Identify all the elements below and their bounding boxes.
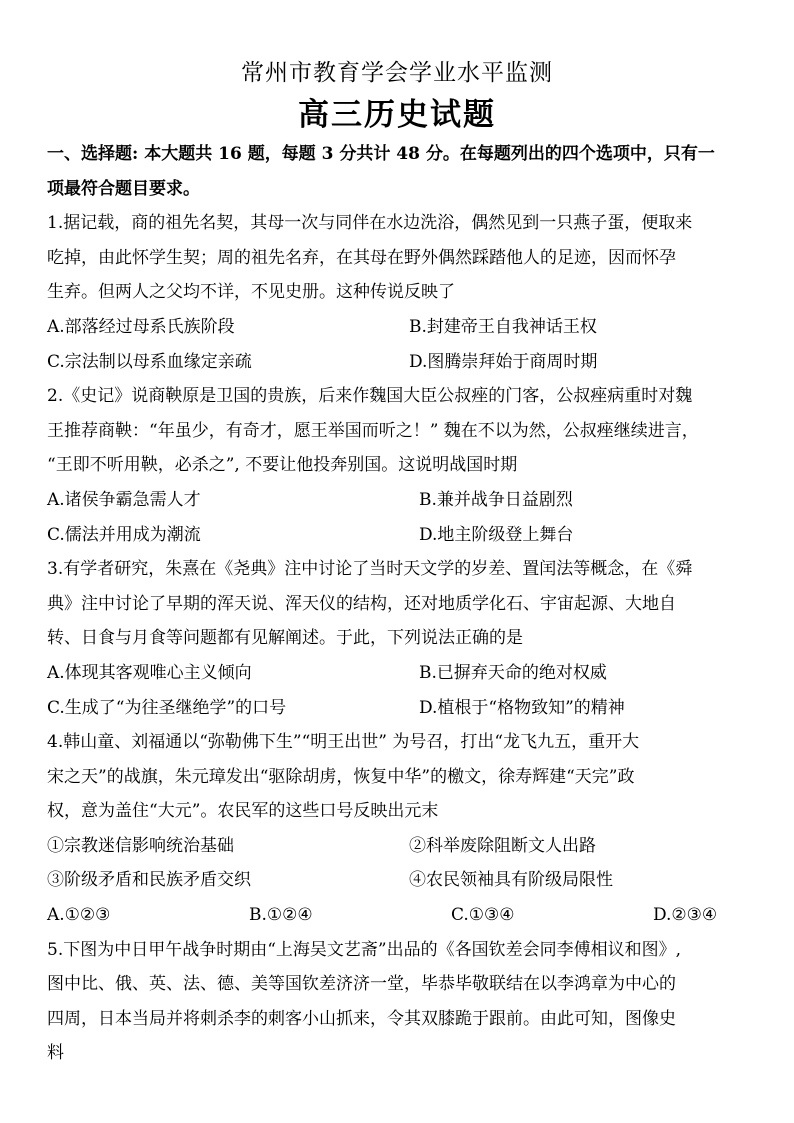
statement-1: ①宗教迷信影响统治基础 — [47, 835, 234, 856]
option-c: C.儒法并用成为潮流 — [47, 524, 201, 545]
question-4 — [47, 725, 767, 933]
statement-4: ④农民领袖具有阶级局限性 — [409, 870, 613, 891]
question-stem-line: 4.韩山童、刘福通以“弥勒佛下生”“明王出世” 为号召，打出“龙飞九五，重开大 — [47, 732, 640, 753]
statement-row — [47, 863, 767, 898]
option-a: A.诸侯争霸急需人才 — [47, 489, 201, 510]
question-2 — [47, 379, 767, 552]
option-a: A.部落经过母系氏族阶段 — [47, 316, 235, 337]
question-1 — [47, 206, 767, 379]
section-heading-line: 项最符合题目要求。 — [47, 178, 200, 199]
question-stem-line: 四周，日本当局并将刺杀李的刺客小山抓来，令其双膝跪于跟前。由此可知，图像史 — [47, 1008, 676, 1029]
option-b: B.已摒弃天命的绝对权威 — [419, 662, 607, 683]
exam-organizer: 常州市教育学会学业水平监测 — [241, 60, 553, 86]
exam-content — [47, 137, 767, 1071]
option-a: A.体现其客观唯心主义倾向 — [47, 662, 252, 683]
option-row — [47, 691, 767, 726]
option-c: C.生成了“为往圣继绝学”的口号 — [47, 697, 287, 718]
question-3 — [47, 552, 767, 725]
question-stem-line: “王即不听用鞅，必杀之”, 不要让他投奔别国。这说明战国时期 — [47, 455, 518, 476]
question-stem-line: 典》注中讨论了早期的浑天说、浑天仪的结构，还对地质学化石、宇宙起源、大地自 — [47, 593, 676, 614]
option-row — [47, 656, 767, 691]
option-row — [47, 310, 767, 345]
exam-title: 高三历史试题 — [298, 97, 496, 133]
question-5 — [47, 933, 767, 1071]
question-stem-line: 王推荐商鞅：“年虽少，有奇才，愿王举国而听之！” 魏在不以为然，公叔痤继续进言， — [47, 420, 699, 441]
question-stem-line: 吃掉，由此怀学生契；周的祖先名弃，在其母在野外偶然踩踏他人的足迹，因而怀孕 — [47, 247, 676, 268]
choice-b: B.①②④ — [249, 905, 313, 926]
statement-2: ②科举废除阻断文人出路 — [409, 835, 596, 856]
question-stem-line: 料 — [47, 1043, 64, 1064]
question-stem-line: 3.有学者研究，朱熹在《尧典》注中讨论了当时天文学的岁差、置闰法等概念，在《舜 — [47, 559, 693, 580]
choice-a: A.①②③ — [47, 905, 111, 926]
question-stem-line: 图中比、俄、英、法、德、美等国钦差济济一堂，毕恭毕敬联结在以李鸿章为中心的 — [47, 974, 676, 995]
option-b: B.封建帝王自我神话王权 — [409, 316, 597, 337]
section-heading — [47, 137, 767, 206]
option-b: B.兼并战争日益剧烈 — [419, 489, 573, 510]
option-d: D.图腾崇拜始于商周时期 — [409, 351, 598, 372]
question-stem-line: 转、日食与月食等问题都有见解阐述。于此，下列说法正确的是 — [47, 628, 523, 649]
statement-3: ③阶级矛盾和民族矛盾交织 — [47, 870, 251, 891]
choice-row — [47, 898, 767, 933]
statement-row — [47, 829, 767, 864]
option-row — [47, 345, 767, 380]
option-row — [47, 518, 767, 553]
choice-c: C.①③④ — [451, 905, 515, 926]
section-heading-line: 一、选择题: 本大题共 16 题，每题 3 分共计 48 分。在每题列出的四个选项中，只有一 — [47, 144, 715, 164]
option-d: D.地主阶级登上舞台 — [419, 524, 574, 545]
question-stem-line: 宋之天”的战旗，朱元璋发出“驱除胡虏，恢复中华”的檄文，徐寿辉建“天完”政 — [47, 766, 635, 787]
option-c: C.宗法制以母系血缘定亲疏 — [47, 351, 252, 372]
question-stem-line: 2.《史记》说商鞅原是卫国的贵族，后来作魏国大臣公叔痤的门客，公叔痤病重时对魏 — [47, 386, 693, 407]
option-d: D.植根于“格物致知”的精神 — [419, 697, 625, 718]
question-stem-line: 1.据记载，商的祖先名契，其母一次与同伴在水边洗浴，偶然见到一只燕子蛋，便取来 — [47, 213, 693, 234]
question-stem-line: 5.下图为中日甲午战争时期由“上海吴文艺斋”出品的《各国钦差会同李傅相议和图》, — [47, 939, 682, 960]
question-stem-line: 生弃。但两人之父均不详，不见史册。这种传说反映了 — [47, 282, 455, 303]
option-row — [47, 483, 767, 518]
question-stem-line: 权，意为盖住“大元”。农民军的这些口号反映出元末 — [47, 801, 439, 822]
choice-d: D.②③④ — [653, 905, 718, 926]
